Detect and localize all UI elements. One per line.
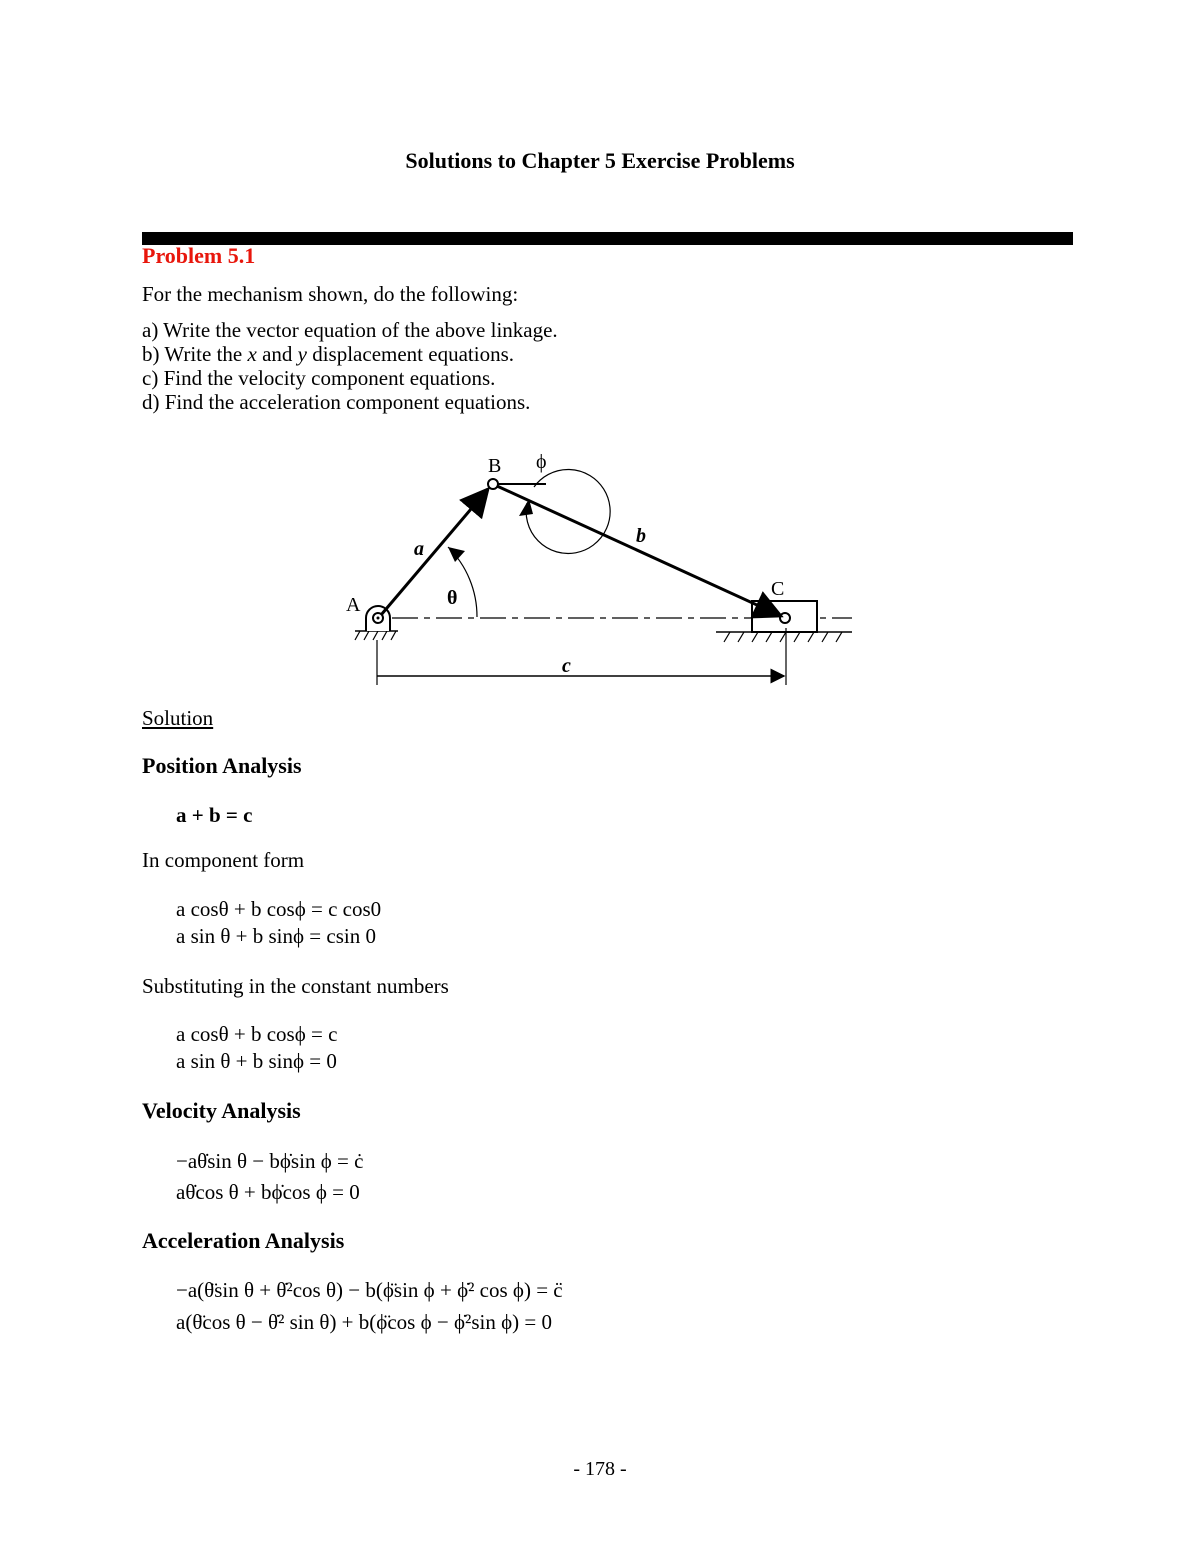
constants-intro: Substituting in the constant numbers <box>142 974 449 998</box>
link-a <box>381 489 488 615</box>
phi-angle-arc <box>526 469 610 553</box>
task-item: d) Find the acceleration component equations. <box>142 390 531 414</box>
ground-a <box>355 631 398 640</box>
label-a-point: A <box>346 594 361 616</box>
ground-slider <box>716 632 852 642</box>
label-link-a: a <box>414 538 424 560</box>
solution-label: Solution <box>142 706 214 730</box>
section-divider <box>142 232 1073 245</box>
vector-equation: a + b = c <box>176 803 253 827</box>
position-component-eq2: a sin θ + b sinϕ = csin 0 <box>176 924 376 948</box>
label-vector-c: c <box>562 655 571 677</box>
acceleration-eq1: −a(θ̈sin θ + θ̇²cos θ) − b(ϕ̈sin ϕ + ϕ̇² cos ϕ) = c̈ <box>176 1278 563 1302</box>
label-b-point: B <box>488 455 502 477</box>
position-analysis-heading: Position Analysis <box>142 753 302 778</box>
acceleration-eq2: a(θ̈cos θ − θ̇² sin θ) + b(ϕ̈cos ϕ − ϕ̇²sin ϕ) = 0 <box>176 1310 552 1334</box>
position-constant-eq2: a sin θ + b sinϕ = 0 <box>176 1049 337 1073</box>
link-b <box>497 486 781 616</box>
label-phi: ϕ <box>536 451 547 473</box>
position-constant-eq1: a cosθ + b cosϕ = c <box>176 1022 338 1046</box>
task-list <box>142 318 558 414</box>
velocity-eq2: aθ̇cos θ + bϕ̇cos ϕ = 0 <box>176 1180 360 1204</box>
component-form-intro: In component form <box>142 848 305 872</box>
velocity-analysis-heading: Velocity Analysis <box>142 1098 301 1123</box>
velocity-eq1: −aθ̇sin θ − bϕ̇sin ϕ = ċ <box>176 1149 364 1173</box>
pin-joint-c <box>780 613 790 623</box>
page-number: - 178 - <box>573 1458 627 1480</box>
task-item: b) Write the x and y displacement equations. <box>142 342 514 366</box>
pin-joint-b <box>488 479 498 489</box>
page-title: Solutions to Chapter 5 Exercise Problems <box>405 148 795 173</box>
theta-arrowhead <box>448 547 465 562</box>
label-theta: θ <box>447 587 458 609</box>
task-item: a) Write the vector equation of the above linkage. <box>142 318 558 342</box>
acceleration-analysis-heading: Acceleration Analysis <box>142 1228 345 1253</box>
problem-heading: Problem 5.1 <box>142 243 256 268</box>
label-link-b: b <box>636 525 646 547</box>
mechanism-diagram <box>340 435 860 695</box>
task-item: c) Find the velocity component equations. <box>142 366 496 390</box>
problem-intro: For the mechanism shown, do the following: <box>142 282 519 306</box>
label-c-point: C <box>771 578 785 600</box>
position-component-eq1: a cosθ + b cosϕ = c cos0 <box>176 897 382 921</box>
